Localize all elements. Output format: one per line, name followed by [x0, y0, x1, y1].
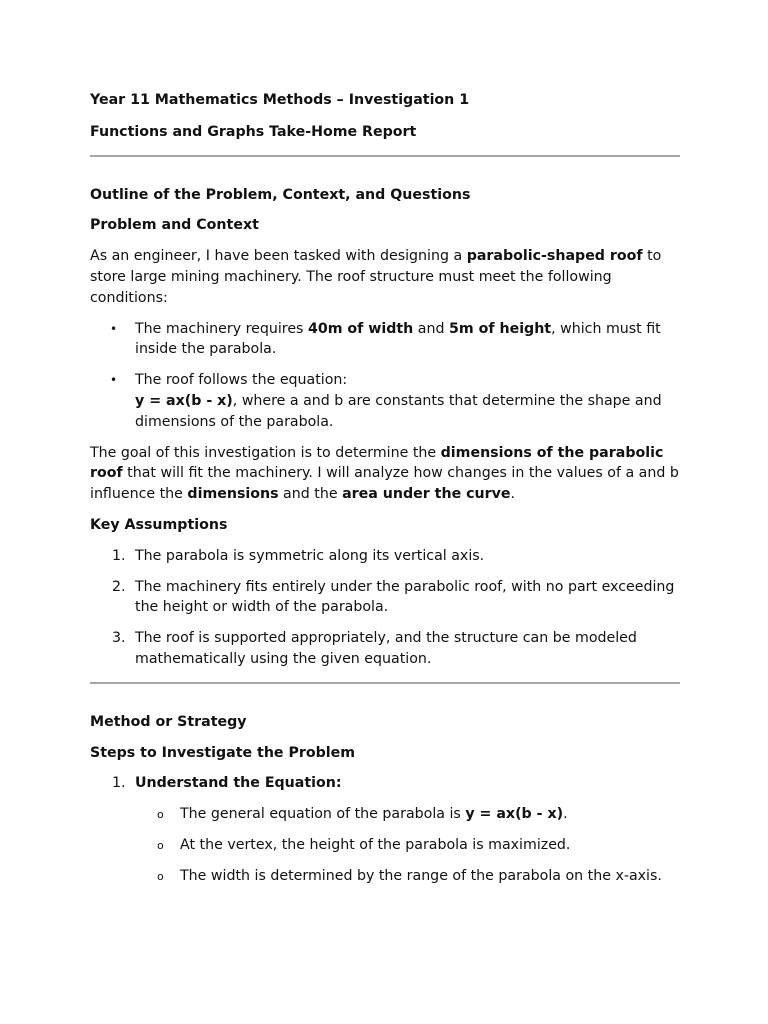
list-item: o The width is determined by the range of the parabola on the x-axis. — [135, 866, 680, 887]
list-number: 3. — [112, 630, 126, 647]
intro-paragraph: As an engineer, I have been tasked with designing a parabolic-shaped roof to store large mining machinery. The roof structure must meet the following conditions: — [90, 248, 662, 306]
bullet-marker: • — [110, 321, 118, 336]
list-number: 2. — [112, 578, 126, 595]
sub-bullet-marker: o — [157, 869, 164, 883]
method-heading: Method or Strategy — [90, 713, 247, 730]
list-item: o The general equation of the parabola is y = ax(b - x). — [135, 804, 680, 825]
section-divider — [90, 682, 680, 684]
list-item: 2. The machinery fits entirely under the parabolic roof, with no part exceeding the height or width of the parabola. — [112, 578, 675, 616]
list-item: 3. The roof is supported appropriately, and the structure can be modeled mathematically using the given equation. — [112, 630, 637, 667]
document-subtitle: Functions and Graphs Take-Home Report — [90, 123, 417, 140]
list-item: o At the vertex, the height of the parabola is maximized. — [135, 835, 680, 856]
list-item: • The machinery requires 40m of width and 5m of height, which must fit inside the parabola. — [110, 320, 661, 358]
steps-heading: Steps to Investigate the Problem — [90, 744, 356, 761]
list-item: • The roof follows the equation: y = ax(b - x), where a and b are constants that determine the shape and dimensions of the parabola. — [110, 372, 662, 430]
list-item: 1. The parabola is symmetric along its vertical axis. — [90, 546, 680, 567]
list-number: 1. — [112, 775, 126, 792]
steps-list — [90, 773, 680, 794]
sub-bullet-marker: o — [157, 838, 164, 852]
outline-heading: Outline of the Problem, Context, and Questions — [90, 186, 471, 203]
goal-paragraph: The goal of this investigation is to determine the dimensions of the parabolic roof that will fit the machinery. I will analyze how changes in the values of a and b influence the dimensions and the area under the curve. — [90, 444, 679, 503]
conditions-list — [90, 319, 680, 433]
problem-context-heading: Problem and Context — [90, 217, 259, 234]
key-assumptions-heading: Key Assumptions — [90, 516, 228, 533]
document-title: Year 11 Mathematics Methods – Investigation 1 — [90, 92, 470, 108]
sub-bullet-marker: o — [157, 808, 164, 822]
document-page — [90, 90, 680, 897]
assumptions-list — [90, 546, 680, 670]
step1-sublist — [135, 804, 680, 886]
list-item — [90, 773, 680, 794]
list-number: 1. — [112, 547, 126, 564]
bullet-marker: • — [110, 373, 118, 388]
section-divider — [90, 155, 680, 157]
step-label: Understand the Equation: — [135, 775, 342, 792]
